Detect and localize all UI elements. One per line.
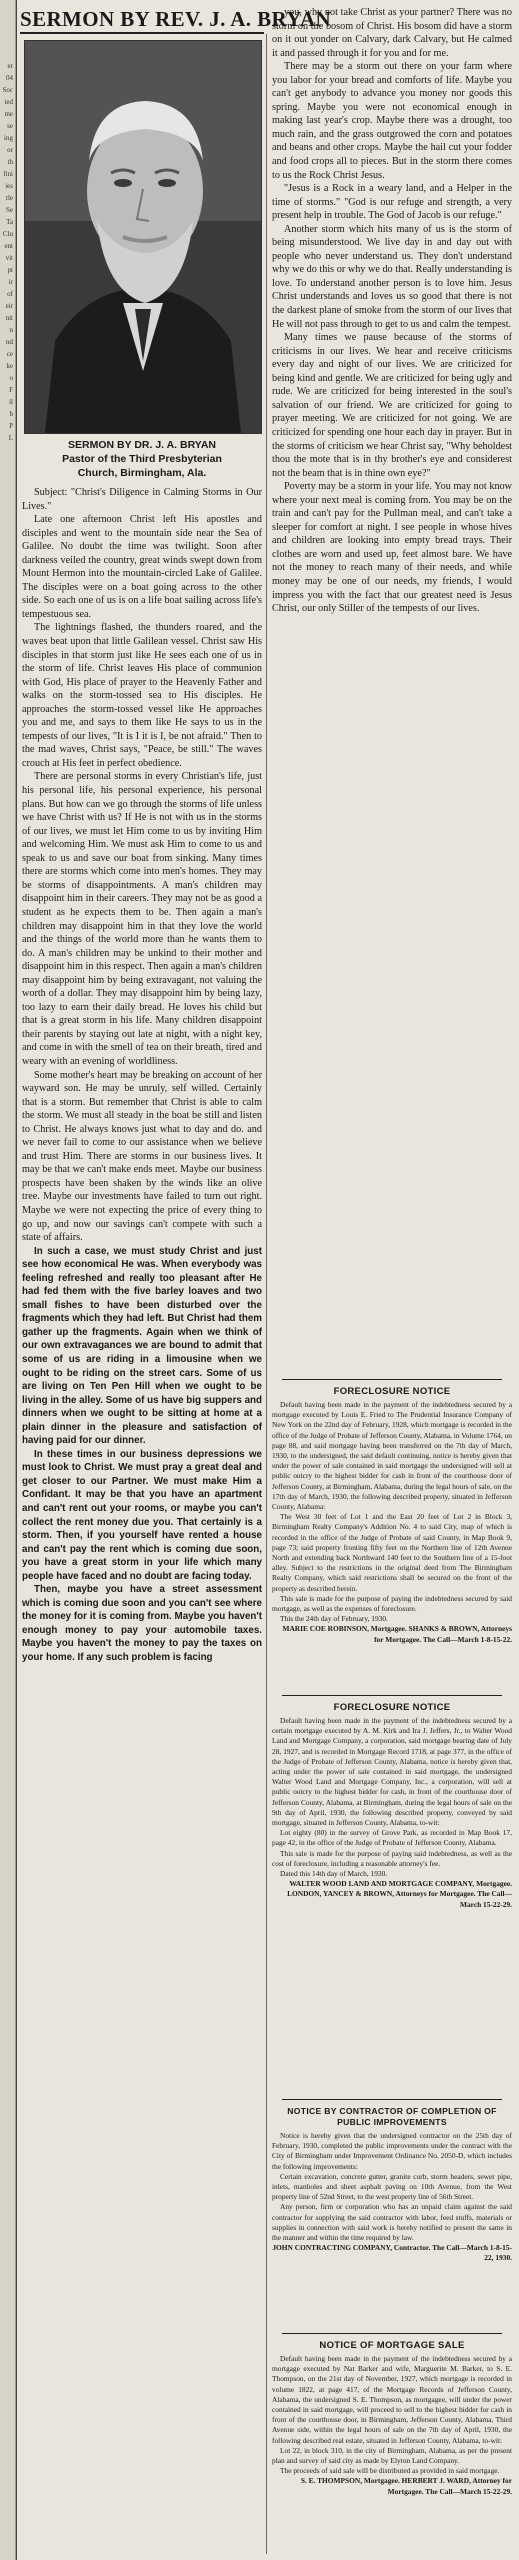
margin-fragment: me [4,110,13,118]
portrait-photo [24,40,262,434]
margin-fragment: nit [5,314,13,322]
notice-body [272,1716,512,1910]
margin-fragment: 04 [6,74,13,82]
portrait-illustration [25,41,261,433]
notice-paragraph: This the 24th day of February, 1930. [280,1614,388,1624]
notice-paragraph: Notice is hereby given that the undersigned contractor on the 25th day of February, 1930, completed the public improvements under the contract with the City of Birmingham under Improvement Ordinance No. 2050-D, which includes the following improvements: [272,2131,512,2171]
notice-signature: MARIE COE ROBINSON, Mortgagee. SHANKS & BROWN, Attorneys for Mortgagee. The Call—March 1-8-15-22. [282,1624,512,1644]
legal-notice-foreclosure-1 [272,1376,512,1688]
notice-paragraph: Any person, firm or corporation who has an unpaid claim against the said contractor for supplying the said contractor with labor, feed stuffs, materials or supplies in connection with said work is hereby notified to present the same in the manner and within the time required by law. [272,2202,512,2243]
margin-fragment: ir [8,278,13,286]
margin-fragment: il [9,398,13,406]
article-paragraph: Late one afternoon Christ left His apostles and disciples and went to the mountain side near the Sea of Galilee. No doubt the time was twilight. Soon after darkness veiled the country, great winds swept down from Mount Hermon into the mountain-circled Lake of Galilee. The disciples were on a boat going across to the other side. So each one of us is on a life boat sailing across life's tempestuous sea. [22,514,262,620]
notice-signature: WALTER WOOD LAND AND MORTGAGE COMPANY, Mortgagee. LONDON, YANCEY & BROWN, Attorneys for Mortgagee. The Call—March 15-22-29. [287,1879,512,1909]
margin-fragment: h [9,410,13,418]
notice-paragraph: Default having been made in the payment of the indebtedness secured by a certain mortgage executed by A. M. Kirk and Ira J. Jeffers, Jr., to Walter Wood Land and Mortgage Company, a corporation, said mortgage bearing date of July 28, 1927, and is recorded in Mortgage Record 1718, at page 377, in the office of the Judge of Probate of Jefferson County, Alabama, notice is hereby given that, acting under the power of sale contained in said mortgage, the undersigned Walter Wood Land and Mortgage Company, Inc., a corporation, will sell at public outcry to the highest bidder for cash, in front of the courthouse door of Jefferson County, Alabama, at Birmingham, during the legal hours of sale on the 9th day of April, 1930, the following described property, conveyed by said mortgage, situated in Jefferson County, Alabama, to-wit: [272,1716,512,1828]
notice-paragraph: Certain excavation, concrete gutter, granite curb, storm headers, sewer pipe, inlets, manholes and sheet asphalt paving on 10th Avenue, from the West property line of 52nd Street, to the west property line of 56th Street. [272,2171,512,2202]
notice-heading: NOTICE BY CONTRACTOR OF COMPLETION OF PUBLIC IMPROVEMENTS [287,2106,497,2127]
margin-fragment: of [7,290,13,298]
article-paragraph: There are personal storms in every Christian's life, just his personal life, his personal experience, his personal plans. But how can we go through the storms of life unless we have Christ with us? If He is not with us in the storms of our lives, we must let Him come to us by inviting Him and welcoming Him. We must ask Him to come to us and speak to us and save our boat from sinking. Many times there are storms which come into men's homes. They may be storms of disappointments. A man's children may disappoint him in their careers. They may not be as good a student as he expects them to be. Then again a man's children may disappoint him in that they love the world and the things of the world more than he wants them to do. A man's children may be unkind to their mother and disappoint him in this respect. Then again a man's children may disappoint him by being extravagant, not valuing the worth of a dollar. They may disappoint him by being lazy, too lazy to earn their daily bread. He loves his child but that is a great storm in his life. Many children disappoint their parents by staying out late at night, with a night key, and come in with the smell of tea on their breath, tired and weary with an evening of worldliness. [22,771,262,1067]
margin-fragment: ied [4,98,13,106]
notice-body [272,1400,512,1645]
notice-paragraph: Default having been made in the payment of the indebtedness secured by a mortgage executed by Nat Barker and wife, Marguerite M. Barker, to S. E. Thompson, on the 21st day of November, 1927, which mortgage is recorded in volume 1822, at page 417, of the Mortgage Records of Jefferson County, Alabama, the undersigned S. E. Thompson, as mortgagee, will under the power contained in said mortgage, will proceed to sell to the highest bidder for cash in front of the courthouse door, in Birmingham, Jefferson County, Alabama, Third Avenue side, within the legal hours of sale on the 7th day of April, 1930, the following described real estate, situated in Jefferson County, Alabama, to-wit: [272,2354,512,2445]
notice-signature: S. E. THOMPSON, Mortgagee. HERBERT J. WARD, Attorney for Mortgagee. The Call—March 15-22-29. [300,2476,512,2496]
margin-fragment: th [7,158,13,166]
article-headline: SERMON BY REV. J. A. BRYAN [20,6,264,34]
margin-fragment: ce [6,350,13,358]
margin-fragment: Ta [6,218,13,226]
notice-body [272,2354,512,2497]
margin-fragment: F [9,386,13,394]
margin-fragment: er [7,62,13,70]
notice-divider [282,2099,502,2100]
notice-paragraph: The proceeds of said sale will be distributed as provided in said mortgage. [280,2466,500,2476]
article-paragraph: Then, maybe you have a street assessment which is coming due soon and you can't see where the money for it is coming from. Maybe you haven't enough money to pay your automobile taxes. Maybe you haven't the money to pay the taxes on your home. If any such problem is facing [22,1584,262,1664]
margin-fragment: pt [7,266,13,274]
article-paragraph: In such a case, we must study Christ and just see how economical He was. When everybody was feeling refreshed and really too pleasant after He had fed them with the five barley loaves and two small fishes to have been disturbed over the fragments which they had left. But Christ had them gather up the fragments. Again when we think of our own extravagances we are bound to admit that some of us are riding in a limousine when we ought to be riding on the street cars. Some of us are living on Ten Pen Hill when we ought to be living in the alley. Some of us have big suppers and dinners when we ought to be sitting at home at a plain dinner in the pleasure and satisfaction of having paid for our dinner. [22,1245,262,1447]
article-paragraph: "Jesus is a Rock in a weary land, and a Helper in the time of storms." "God is our refuge and strength, a very present help in trouble. The God of Jacob is our refuge." [272,183,512,222]
article-paragraph: In these times in our business depressions we must look to Christ. We must pray a great deal and get closer to our Partner. We must make Him a Confidant. It may be that you have an apartment and can't rent out your rooms, or maybe you can't collect the rent money due you. That certainly is a storm. Then, if you yourself have rented a house and can't pay the rent which is coming due soon, you have a great storm in your life which many people have faced and no doubt are facing today. [22,1448,262,1582]
notice-paragraph: The West 30 feet of Lot 1 and the East 20 feet of Lot 2 in Block 3, Birmingham Realty Company's Addition No. 4 to said City, map of which is recorded in the office of the Judge of Probate of said County, in Map Book 9, page 73; said property fronting fifty feet on the Northern line of 12th Avenue North and extending back Northward 140 feet to the Southern line of a 15-foot alley. Subject to the restrictions in the original deed from The Birmingham Realty Company, which said restrictions shall be secured on the front of the property as described herein. [272,1512,512,1593]
column-divider [266,34,267,2554]
notice-paragraph: Dated this 14th day of March, 1930. [280,1869,388,1879]
margin-fragment: fini [3,170,13,178]
margin-fragment: P [9,422,13,430]
notice-heading: FORECLOSURE NOTICE [333,1702,451,1713]
caption-church: Church, Birmingham, Ala. [77,467,207,479]
margin-fragment: Se [6,206,13,214]
margin-fragment: Clu [2,230,13,238]
margin-fragment: L [8,434,13,442]
caption-role: Pastor of the Third Presbyterian [62,453,222,465]
notice-paragraph: Lot eighty (80) in the survey of Grove Park, as recorded in Map Book 17, page 42, in the office of the Judge of Probate of Jefferson County, Alabama. [272,1828,512,1848]
article-paragraph: Poverty may be a storm in your life. You may not know where your next meal is coming from. You may be on the train and can't pay for the Pullman meal, and can't take a sleeper for comfort at night. I see people in whose hives and children are looking into empty bread trays. Their clothes are worn and used up, feet almost bare. We have not the money to reach many of their needs, and while money may be one of our needs, my friends, I would impress you with the fact that our greatest need is Jesus Christ, our only Stiller of the tempests of our lives. [272,481,512,615]
notice-paragraph: This sale is made for the purpose of paying said indebtedness, as well as the cost of foreclosure, including a reasonable attorney's fee. [272,1848,512,1868]
margin-fragment: ing [4,134,13,142]
notice-divider [282,1695,502,1696]
margin-fragment: eir [5,302,13,310]
article-paragraph: you, why not take Christ as your partner? There was no storm on the bosom of Christ. His bosom did have a storm on it out yonder on Calvary, dark Calvary, but He calmed it and passed through it for you and for me. [272,7,512,59]
article-paragraph: Another storm which hits many of us is the storm of being misunderstood. We live day in and day out with people who never understand us. They don't understand why we do this or why we do that. Really understanding is love. To understand another person is to love him. Jesus Christ understands and loves us so good that there is not the darkest plane of smoke from the storm of our lives that He will not pass through to get to us and calm the tempest. [272,223,512,330]
notice-divider [282,2333,502,2334]
margin-fragment: ies [5,182,13,190]
notice-signature: JOHN CONTRACTING COMPANY, Contractor. The Call—March 1-8-15-22, 1930. [272,2243,512,2263]
article-paragraph: Some mother's heart may be breaking on account of her wayward son. He may be unruly, self willed. Certainly that is a storm. But remember that Christ is able to calm the storm. We must all steady in the boat be still and listen to Christ. He always knows just what to day and do. and we never fail to come to our assistance when we believe and trust Him. There are storms in our business lives. It may be that we can't make ends meet. Maybe our business prospects have been shaken by the winds like an olive tree. Maybe our investments have failed to turn out right. Maybe we were not expecting the price of every thing to go up, and now our savings can't compete with such a state of affairs. [22,1069,262,1244]
article-subject: Subject: "Christ's Diligence in Calming Storms in Our Lives." [22,487,262,512]
margin-fragment: tle [6,194,13,202]
margin-rule [16,0,17,2560]
article-paragraph: Many times we pause because of the storms of criticisms in our lives. We hear and receive criticisms every day and night of our lives. We are criticized for being kind and gentle. We are criticized for being ugly and rude. We are criticized for being interested in the soul's salvation of our friend. We are criticized for going to prayer meeting. We are criticized for not going. We are criticized for spending one hour each day in prayer. But in the storms of criticism we hear Christ say, "Why beholdest thou the mote that is in thy brother's eye and considerest not the beam that is in thine own eye?" [272,332,512,479]
margin-fragment: Soc [2,86,13,94]
notice-divider [282,1379,502,1380]
legal-notice-foreclosure-2 [272,1692,512,2092]
caption-title: SERMON BY DR. J. A. BRYAN [68,439,216,451]
article-paragraph: There may be a storm out there on your farm where you labor for your bread and comforts of life. Maybe you can't get anybody to advance you money nor goods this spring. Maybe you were not economical enough in making last year's crop. Maybe there was a drought, too much rain, and the grass outgrowed the corn and potatoes and beans and other crops. Maybe the hail cut your fodder and food crops all to pieces. But in the storm there comes to us the Rock Christ Jesus. [272,61,512,181]
article-paragraph: The lightnings flashed, the thunders roared, and the waves beat upon that little Galilean vessel. Christ saw His disciples in that storm just like He sees each one of us in the storm of life. Christ leaves His place of communion with God, His place of prayer to the Heavenly Father and walks on the storm-tossed sea to His disciples. He approaches the storm-tossed vessel like He approaches you and me, and says to them like He says to us in the tempests of our lives, "It is I it is I, be not afraid." Then to the mad waves, Christ says, "Peace, be still." The waves crouch at His feet in perfect obedience. [22,622,262,769]
margin-fragment: nd [6,338,13,346]
article-body-left [22,486,262,2556]
margin-fragment: n [9,326,13,334]
notice-paragraph: Lot 22, in block 310, in the city of Birmingham, Alabama, as per the present plan and survey of said city as made by Elyton Land Company. [272,2445,512,2466]
notice-heading: FORECLOSURE NOTICE [333,1386,451,1397]
article-body-right [272,6,512,1366]
left-margin-fragments [0,0,16,2560]
margin-fragment: o [9,374,13,382]
notice-body [272,2131,512,2264]
margin-fragment: ent [4,242,13,250]
margin-fragment: vit [5,254,13,262]
notice-heading: NOTICE OF MORTGAGE SALE [319,2340,465,2351]
margin-fragment: or [7,146,13,154]
notice-paragraph: This sale is made for the purpose of paying the indebtedness secured by said mortgage, as well as the expenses of foreclosure. [272,1593,512,1614]
margin-fragment: ke [6,362,13,370]
legal-notice-mortgage-sale [272,2330,512,2556]
legal-notice-contractor [272,2096,512,2326]
margin-fragment: se [7,122,13,130]
photo-caption [24,438,260,480]
notice-paragraph: Default having been made in the payment of the indebtedness secured by a mortgage executed by Louis E. Fried to The Prudential Insurance Company of New York on the 22nd day of February, 1928, which mortgage is recorded in the office of the Judge of Probate of Jefferson County, Alabama, in Volume 1764, on page 88, and said mortgage having been transferred on the 7th day of March, 1930, to the undersigned, the said default continuing, notice is hereby given that under the power of sale contained in said mortgage the undersigned will sell at public outcry to the highest bidder for cash in front of the courthouse door of Jefferson County, at Birmingham, Alabama, during the legal hours of sale, on the 17th day of March, 1930, the following described property, situated in Jefferson County, Alabama: [272,1400,512,1512]
